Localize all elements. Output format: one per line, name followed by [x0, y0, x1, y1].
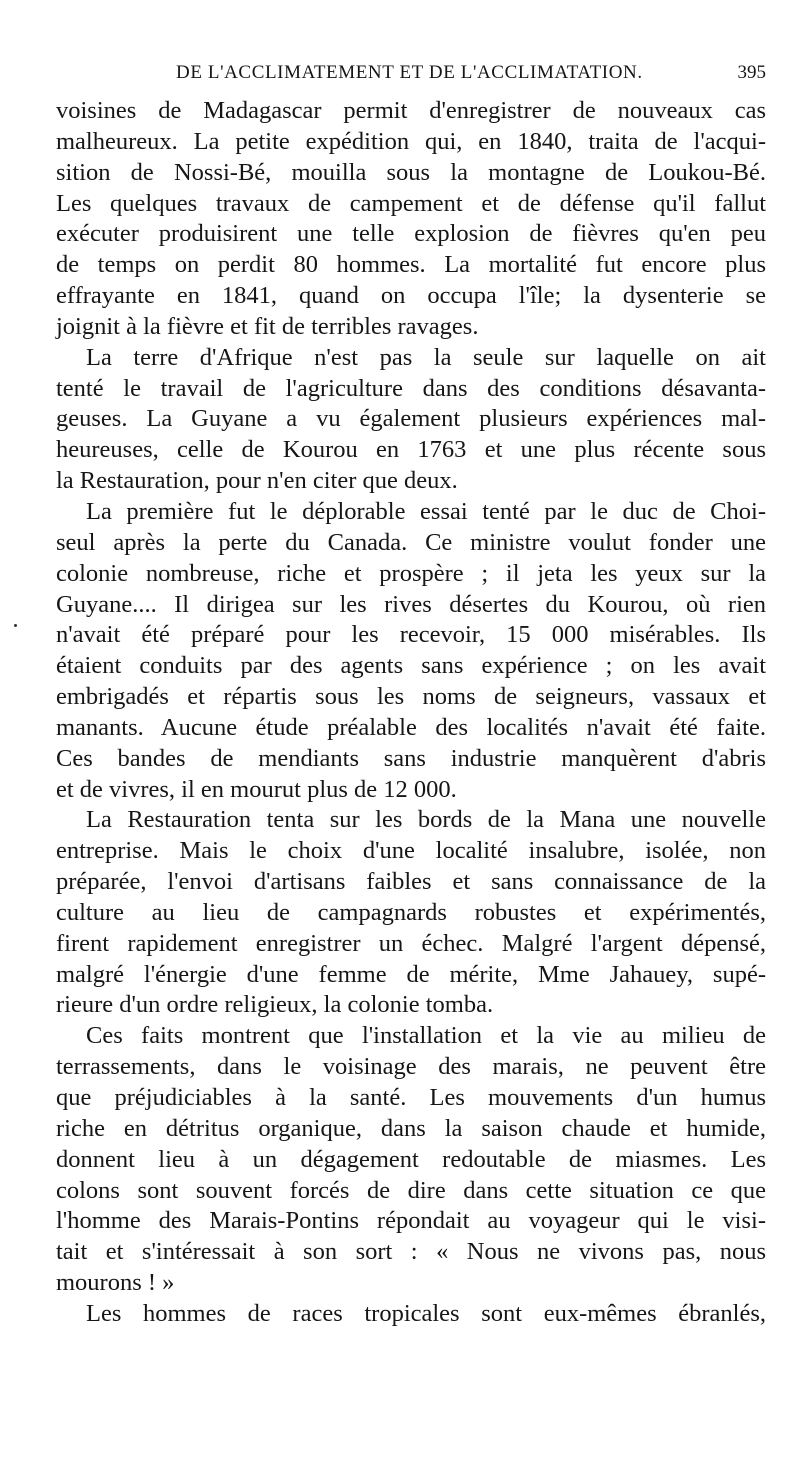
text-line: tait et s'intéressait à son sort : « Nous ne vivons pas, nous — [56, 1238, 766, 1266]
text-line: exécuter produisirent une telle explosion de fièvres qu'en peu — [56, 220, 766, 248]
text-line: et de vivres, il en mourut plus de 12 000. — [56, 775, 457, 803]
text-line: donnent lieu à un dégagement redoutable de miasmes. Les — [56, 1145, 766, 1173]
text-line: Ces bandes de mendiants sans industrie manquèrent d'abris — [56, 744, 766, 772]
text-line: La terre d'Afrique n'est pas la seule sur laquelle on ait — [86, 343, 766, 371]
text-line: voisines de Madagascar permit d'enregistrer de nouveaux cas — [56, 97, 766, 124]
body-text — [56, 96, 766, 1330]
text-line: culture au lieu de campagnards robustes et expérimentés, — [56, 898, 766, 926]
text-line: seul après la perte du Canada. Ce ministre voulut fonder une — [56, 528, 766, 556]
text-line: joignit à la fièvre et fit de terribles ravages. — [56, 312, 479, 340]
text-line: Ces faits montrent que l'installation et la vie au milieu de — [86, 1022, 766, 1050]
text-line: Les quelques travaux de campement et de défense qu'il fallut — [56, 189, 766, 217]
text-line: effrayante en 1841, quand on occupa l'île; la dysenterie se — [56, 282, 766, 310]
text-line: geuses. La Guyane a vu également plusieurs expériences mal- — [56, 405, 766, 433]
text-line: l'homme des Marais-Pontins répondait au voyageur qui le visi- — [56, 1207, 766, 1235]
page-number: 395 — [737, 62, 766, 83]
text-line: La première fut le déplorable essai tenté par le duc de Choi- — [86, 497, 766, 525]
text-line: mourons ! » — [56, 1269, 175, 1297]
running-title: DE L'ACCLIMATEMENT ET DE L'ACCLIMATATION. — [176, 62, 643, 83]
text-line: la Restauration, pour n'en citer que deux. — [56, 467, 458, 495]
text-line: entreprise. Mais le choix d'une localité insalubre, isolée, non — [56, 837, 766, 865]
text-line: n'avait été préparé pour les recevoir, 15 000 misérables. Ils — [56, 621, 766, 649]
text-line: heureuses, celle de Kourou en 1763 et une plus récente sous — [56, 436, 766, 464]
text-line: de temps on perdit 80 hommes. La mortalité fut encore plus — [56, 251, 766, 279]
page-header — [56, 62, 766, 88]
text-line: Guyane.... Il dirigea sur les rives désertes du Kourou, où rien — [56, 590, 766, 618]
text-line: riche en détritus organique, dans la saison chaude et humide, — [56, 1114, 766, 1142]
text-line: que préjudiciables à la santé. Les mouvements d'un humus — [56, 1084, 766, 1111]
text-line: terrassements, dans le voisinage des marais, ne peuvent être — [56, 1053, 766, 1081]
text-line: colons sont souvent forcés de dire dans cette situation ce que — [56, 1176, 766, 1204]
text-line: firent rapidement enregistrer un échec. Malgré l'argent dépensé, — [56, 929, 766, 957]
text-line: embrigadés et répartis sous les noms de seigneurs, vassaux et — [56, 683, 766, 711]
text-line: malgré l'énergie d'une femme de mérite, Mme Jahauey, supé- — [56, 960, 766, 988]
text-line: Les hommes de races tropicales sont eux-mêmes ébranlés, — [86, 1299, 766, 1327]
text-line: sition de Nossi-Bé, mouilla sous la montagne de Loukou-Bé. — [56, 158, 766, 186]
text-line: préparée, l'envoi d'artisans faibles et sans connaissance de la — [56, 868, 766, 896]
margin-mark — [14, 624, 17, 627]
text-line: malheureux. La petite expédition qui, en 1840, traita de l'acqui- — [56, 127, 766, 155]
text-line: rieure d'un ordre religieux, la colonie tomba. — [56, 991, 494, 1019]
text-line: manants. Aucune étude préalable des localités n'avait été faite. — [56, 713, 766, 741]
text-line: La Restauration tenta sur les bords de la Mana une nouvelle — [86, 806, 766, 834]
text-line: tenté le travail de l'agriculture dans des conditions désavanta- — [56, 374, 766, 402]
text-line: étaient conduits par des agents sans expérience ; on les avait — [56, 652, 766, 680]
text-line: colonie nombreuse, riche et prospère ; il jeta les yeux sur la — [56, 559, 766, 587]
